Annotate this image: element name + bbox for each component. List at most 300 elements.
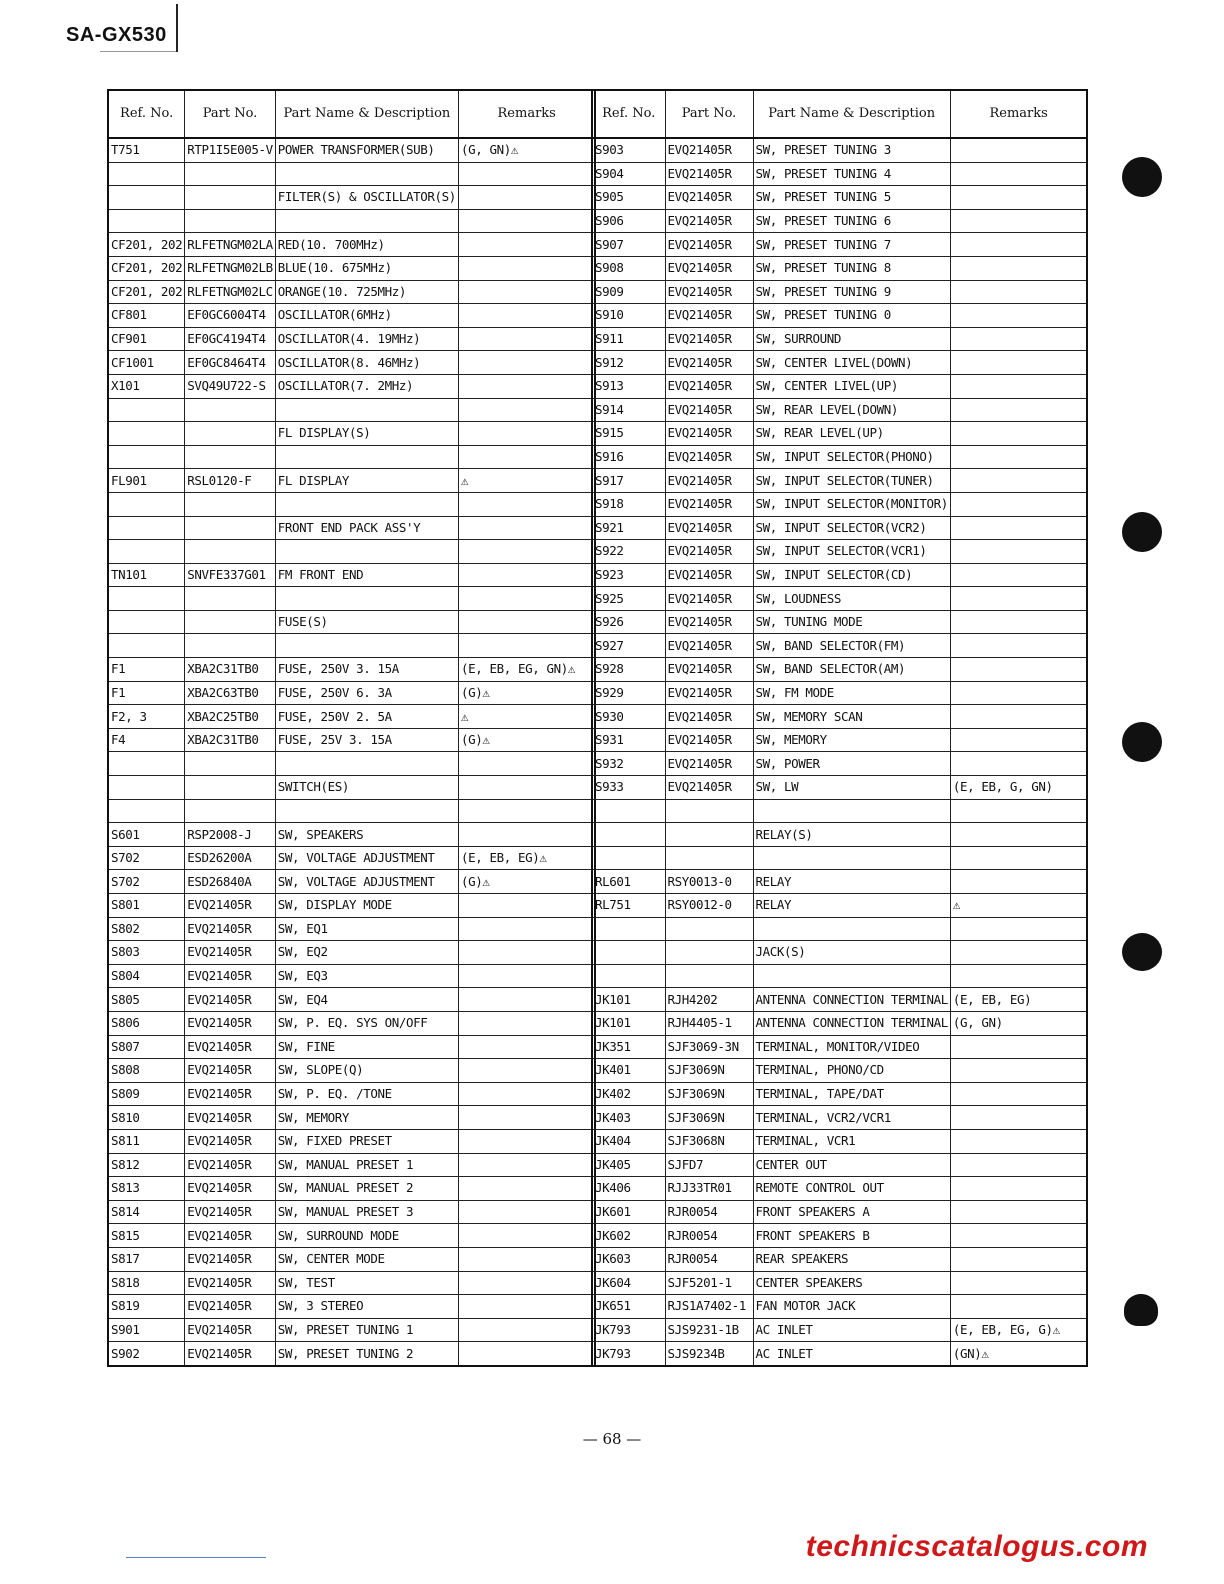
cell-part-name: FRONT SPEAKERS B (753, 1224, 950, 1248)
cell-part-name: SW, POWER (753, 752, 950, 776)
cell-part-no: SJF3069-3N (665, 1035, 753, 1059)
cell-ref-no: S810 (108, 1106, 185, 1130)
col-part-no: Part No. (665, 90, 753, 138)
table-row (108, 1011, 595, 1035)
cell-ref-no: S927 (592, 634, 665, 658)
cell-ref-no: S817 (108, 1247, 185, 1271)
cell-remarks (458, 941, 595, 965)
col-remarks: Remarks (950, 90, 1087, 138)
cell-part-no: EVQ21405R (665, 563, 753, 587)
table-row (592, 705, 1087, 729)
cell-part-name (275, 540, 458, 564)
table-row (592, 351, 1087, 375)
cell-part-no: EVQ21405R (665, 256, 753, 280)
cell-part-name: SW, FM MODE (753, 681, 950, 705)
cell-remarks (950, 233, 1087, 257)
cell-ref-no: S808 (108, 1059, 185, 1083)
cell-remarks (458, 1059, 595, 1083)
table-row (108, 186, 595, 210)
table-row (108, 1059, 595, 1083)
cell-ref-no: S819 (108, 1295, 185, 1319)
cell-part-name: FM FRONT END (275, 563, 458, 587)
table-row (108, 941, 595, 965)
cell-part-no: EVQ21405R (185, 894, 276, 918)
cell-part-name: OSCILLATOR(4. 19MHz) (275, 327, 458, 351)
table-row (592, 398, 1087, 422)
cell-part-no: EVQ21405R (665, 776, 753, 800)
table-row (108, 1129, 595, 1153)
table-row (592, 1342, 1087, 1366)
cell-part-no: EVQ21405R (665, 138, 753, 162)
cell-part-name: SW, PRESET TUNING 5 (753, 186, 950, 210)
cell-ref-no (108, 445, 185, 469)
cell-remarks (458, 540, 595, 564)
cell-remarks (950, 327, 1087, 351)
cell-remarks (458, 563, 595, 587)
cell-part-no: EVQ21405R (185, 1059, 276, 1083)
table-row (592, 1129, 1087, 1153)
cell-ref-no (108, 422, 185, 446)
table-row (592, 634, 1087, 658)
cell-remarks (950, 162, 1087, 186)
cell-remarks (458, 1247, 595, 1271)
cell-part-name (753, 964, 950, 988)
cell-part-no: EVQ21405R (185, 1082, 276, 1106)
cell-part-name (275, 445, 458, 469)
cell-ref-no: JK404 (592, 1129, 665, 1153)
cell-part-name: REAR SPEAKERS (753, 1247, 950, 1271)
cell-remarks: (GN)⚠ (950, 1342, 1087, 1366)
cell-part-name: SW, TUNING MODE (753, 610, 950, 634)
cell-part-no: RJH4405-1 (665, 1011, 753, 1035)
cell-part-no: EVQ21405R (185, 1129, 276, 1153)
table-row (108, 634, 595, 658)
cell-remarks: (E, EB, EG)⚠ (458, 846, 595, 870)
cell-part-no: RSL0120-F (185, 469, 276, 493)
table-row (592, 1247, 1087, 1271)
col-remarks: Remarks (458, 90, 595, 138)
table-row (592, 1153, 1087, 1177)
cell-remarks (950, 422, 1087, 446)
cell-remarks (458, 1106, 595, 1130)
cell-remarks (458, 304, 595, 328)
cell-part-name: SW, BAND SELECTOR(FM) (753, 634, 950, 658)
table-row (108, 894, 595, 918)
cell-remarks (950, 1153, 1087, 1177)
cell-part-name: SW, PRESET TUNING 6 (753, 209, 950, 233)
cell-remarks (458, 610, 595, 634)
cell-ref-no: S931 (592, 728, 665, 752)
cell-part-no (185, 162, 276, 186)
cell-ref-no (108, 634, 185, 658)
cell-ref-no: CF1001 (108, 351, 185, 375)
cell-part-no (185, 398, 276, 422)
cell-remarks (950, 1271, 1087, 1295)
cell-part-name: SW, FIXED PRESET (275, 1129, 458, 1153)
cell-part-no: EVQ21405R (665, 492, 753, 516)
cell-part-no: SJF3068N (665, 1129, 753, 1153)
table-row (592, 1082, 1087, 1106)
cell-part-no: EVQ21405R (665, 516, 753, 540)
cell-ref-no: S906 (592, 209, 665, 233)
cell-part-name: ORANGE(10. 725MHz) (275, 280, 458, 304)
cell-ref-no: S818 (108, 1271, 185, 1295)
cell-part-no (185, 776, 276, 800)
cell-ref-no: S903 (592, 138, 665, 162)
cell-part-no (185, 540, 276, 564)
cell-ref-no: S930 (592, 705, 665, 729)
table-row (592, 1035, 1087, 1059)
table-row (592, 445, 1087, 469)
table-row (592, 752, 1087, 776)
cell-ref-no: S921 (592, 516, 665, 540)
cell-part-name (753, 799, 950, 823)
cell-part-name: SW, LW (753, 776, 950, 800)
table-row (592, 1200, 1087, 1224)
cell-part-name (275, 587, 458, 611)
cell-part-no: EVQ21405R (665, 374, 753, 398)
cell-ref-no: S911 (592, 327, 665, 351)
cell-part-name (275, 799, 458, 823)
table-row (108, 705, 595, 729)
cell-ref-no: F1 (108, 681, 185, 705)
cell-remarks: (G)⚠ (458, 728, 595, 752)
cell-part-no: SJF3069N (665, 1082, 753, 1106)
cell-remarks (458, 1318, 595, 1342)
cell-remarks (950, 681, 1087, 705)
cell-ref-no (108, 799, 185, 823)
cell-ref-no: JK406 (592, 1177, 665, 1201)
binder-hole (1122, 722, 1162, 762)
cell-part-no: SJF3069N (665, 1106, 753, 1130)
cell-ref-no: JK101 (592, 988, 665, 1012)
cell-part-name: SW, INPUT SELECTOR(VCR2) (753, 516, 950, 540)
cell-part-name: POWER TRANSFORMER(SUB) (275, 138, 458, 162)
cell-part-no (185, 587, 276, 611)
cell-part-no: EVQ21405R (185, 1106, 276, 1130)
table-row (108, 1247, 595, 1271)
table-row (108, 752, 595, 776)
cell-ref-no: S814 (108, 1200, 185, 1224)
page-number: — 68 — (582, 1430, 642, 1448)
cell-part-name: SW, PRESET TUNING 4 (753, 162, 950, 186)
cell-part-name: SW, SPEAKERS (275, 823, 458, 847)
cell-ref-no: S913 (592, 374, 665, 398)
table-row (108, 469, 595, 493)
cell-remarks (950, 1247, 1087, 1271)
cell-part-name: RELAY(S) (753, 823, 950, 847)
cell-part-name: SW, EQ1 (275, 917, 458, 941)
cell-remarks (458, 327, 595, 351)
table-row (592, 1011, 1087, 1035)
table-row (592, 658, 1087, 682)
cell-remarks (950, 705, 1087, 729)
cell-part-name: SW, MANUAL PRESET 2 (275, 1177, 458, 1201)
cell-part-name: SW, INPUT SELECTOR(VCR1) (753, 540, 950, 564)
table-row (108, 162, 595, 186)
cell-remarks (458, 1224, 595, 1248)
cell-ref-no (108, 776, 185, 800)
cell-part-no: RSP2008-J (185, 823, 276, 847)
cell-ref-no (592, 964, 665, 988)
cell-ref-no: JK402 (592, 1082, 665, 1106)
cell-part-no: SJF5201-1 (665, 1271, 753, 1295)
cell-part-name: RED(10. 700MHz) (275, 233, 458, 257)
cell-ref-no: JK101 (592, 1011, 665, 1035)
cell-ref-no: JK405 (592, 1153, 665, 1177)
cell-ref-no: S901 (108, 1318, 185, 1342)
cell-part-no (185, 634, 276, 658)
cell-part-name: SW, REAR LEVEL(UP) (753, 422, 950, 446)
cell-part-no: RLFETNGM02LA (185, 233, 276, 257)
cell-part-no (185, 799, 276, 823)
binder-hole (1122, 512, 1162, 552)
cell-part-name: FILTER(S) & OSCILLATOR(S) (275, 186, 458, 210)
cell-remarks (950, 964, 1087, 988)
cell-remarks (458, 587, 595, 611)
cell-remarks (458, 1011, 595, 1035)
cell-remarks (950, 445, 1087, 469)
cell-ref-no: S809 (108, 1082, 185, 1106)
cell-part-name: AC INLET (753, 1342, 950, 1366)
cell-ref-no: CF201, 202 (108, 233, 185, 257)
cell-remarks (458, 964, 595, 988)
table-row (592, 492, 1087, 516)
cell-remarks (458, 162, 595, 186)
table-row (108, 1224, 595, 1248)
cell-ref-no (592, 941, 665, 965)
cell-part-name: SW, PRESET TUNING 0 (753, 304, 950, 328)
cell-ref-no: RL751 (592, 894, 665, 918)
cell-ref-no (108, 186, 185, 210)
cell-part-no (665, 964, 753, 988)
cell-part-name: SW, VOLTAGE ADJUSTMENT (275, 846, 458, 870)
cell-part-name (275, 398, 458, 422)
table-row (592, 941, 1087, 965)
cell-remarks (458, 823, 595, 847)
cell-part-name: FUSE(S) (275, 610, 458, 634)
table-row (108, 776, 595, 800)
cell-ref-no: JK401 (592, 1059, 665, 1083)
table-row (592, 823, 1087, 847)
table-row (592, 469, 1087, 493)
cell-ref-no (108, 540, 185, 564)
cell-ref-no: S805 (108, 988, 185, 1012)
cell-ref-no (592, 799, 665, 823)
col-ref-no: Ref. No. (592, 90, 665, 138)
cell-remarks (458, 776, 595, 800)
cell-ref-no: S917 (592, 469, 665, 493)
cell-remarks (950, 846, 1087, 870)
table-row (108, 280, 595, 304)
cell-remarks (458, 1200, 595, 1224)
cell-part-no: EVQ21405R (665, 728, 753, 752)
cell-ref-no: CF901 (108, 327, 185, 351)
cell-part-no: RJH4202 (665, 988, 753, 1012)
cell-part-no: EVQ21405R (665, 752, 753, 776)
cell-part-no: EVQ21405R (185, 988, 276, 1012)
cell-ref-no (108, 516, 185, 540)
cell-part-name: SW, EQ4 (275, 988, 458, 1012)
cell-remarks (458, 374, 595, 398)
cell-ref-no: S601 (108, 823, 185, 847)
table-row (108, 492, 595, 516)
cell-part-name: SW, MEMORY (275, 1106, 458, 1130)
table-row (108, 799, 595, 823)
table-row (592, 776, 1087, 800)
cell-part-name (275, 162, 458, 186)
cell-part-no: EF0GC6004T4 (185, 304, 276, 328)
table-row (108, 304, 595, 328)
cell-part-no: EVQ21405R (185, 941, 276, 965)
cell-part-name (275, 209, 458, 233)
cell-part-name: SW, SURROUND (753, 327, 950, 351)
cell-part-name (753, 917, 950, 941)
cell-part-no: EVQ21405R (665, 233, 753, 257)
cell-part-name: SW, MEMORY SCAN (753, 705, 950, 729)
cell-ref-no: S804 (108, 964, 185, 988)
table-row (592, 186, 1087, 210)
table-row (592, 799, 1087, 823)
table-row (108, 1342, 595, 1366)
cell-part-name: SWITCH(ES) (275, 776, 458, 800)
cell-ref-no: S910 (592, 304, 665, 328)
cell-part-no (185, 209, 276, 233)
cell-part-name: SW, 3 STEREO (275, 1295, 458, 1319)
cell-part-no: RLFETNGM02LB (185, 256, 276, 280)
table-row (108, 374, 595, 398)
cell-part-name (753, 846, 950, 870)
cell-ref-no: S912 (592, 351, 665, 375)
cell-remarks (950, 469, 1087, 493)
cell-part-no: RSY0013-0 (665, 870, 753, 894)
cell-part-no: EVQ21405R (665, 540, 753, 564)
cell-remarks: (G)⚠ (458, 870, 595, 894)
cell-part-no: XBA2C31TB0 (185, 658, 276, 682)
cell-remarks (458, 209, 595, 233)
cell-remarks (458, 445, 595, 469)
cell-part-no: XBA2C31TB0 (185, 728, 276, 752)
cell-remarks (950, 917, 1087, 941)
cell-remarks (950, 1106, 1087, 1130)
table-row (108, 1318, 595, 1342)
cell-part-no: EVQ21405R (185, 1295, 276, 1319)
cell-ref-no (108, 610, 185, 634)
cell-ref-no: S905 (592, 186, 665, 210)
col-part-name: Part Name & Description (275, 90, 458, 138)
cell-part-name: SW, TEST (275, 1271, 458, 1295)
cell-part-no: EVQ21405R (185, 1247, 276, 1271)
table-row (592, 846, 1087, 870)
cell-ref-no: S815 (108, 1224, 185, 1248)
cell-remarks (950, 1295, 1087, 1319)
cell-part-name: SW, CENTER MODE (275, 1247, 458, 1271)
cell-remarks (458, 917, 595, 941)
cell-ref-no (592, 846, 665, 870)
cell-remarks: (E, EB, G, GN) (950, 776, 1087, 800)
cell-remarks (458, 1271, 595, 1295)
cell-part-name: FUSE, 250V 6. 3A (275, 681, 458, 705)
cell-ref-no: F2, 3 (108, 705, 185, 729)
cell-part-no: EVQ21405R (185, 917, 276, 941)
cell-part-no: EVQ21405R (665, 162, 753, 186)
table-row (592, 1106, 1087, 1130)
cell-remarks (950, 492, 1087, 516)
cell-ref-no: RL601 (592, 870, 665, 894)
cell-part-no: EVQ21405R (185, 1318, 276, 1342)
cell-part-no: EF0GC8464T4 (185, 351, 276, 375)
cell-part-name: SW, INPUT SELECTOR(CD) (753, 563, 950, 587)
table-row (592, 1224, 1087, 1248)
cell-part-no (665, 917, 753, 941)
cell-part-name: REMOTE CONTROL OUT (753, 1177, 950, 1201)
cell-remarks (950, 941, 1087, 965)
cell-ref-no: JK604 (592, 1271, 665, 1295)
cell-part-name: SW, EQ2 (275, 941, 458, 965)
cell-part-no: RSY0012-0 (665, 894, 753, 918)
cell-part-no: RJS1A7402-1 (665, 1295, 753, 1319)
cell-ref-no: S914 (592, 398, 665, 422)
cell-part-no: EVQ21405R (185, 1200, 276, 1224)
table-row (108, 1035, 595, 1059)
table-row (592, 1318, 1087, 1342)
cell-ref-no: S923 (592, 563, 665, 587)
cell-remarks (950, 870, 1087, 894)
table-header-row (592, 90, 1087, 138)
cell-ref-no (108, 752, 185, 776)
cell-part-name: SW, VOLTAGE ADJUSTMENT (275, 870, 458, 894)
cell-remarks (950, 351, 1087, 375)
cell-remarks: (G)⚠ (458, 681, 595, 705)
cell-part-name: SW, REAR LEVEL(DOWN) (753, 398, 950, 422)
cell-part-no (185, 186, 276, 210)
cell-remarks (458, 516, 595, 540)
cell-part-no: EVQ21405R (665, 327, 753, 351)
cell-remarks (950, 1200, 1087, 1224)
cell-remarks (458, 634, 595, 658)
cell-part-name: CENTER SPEAKERS (753, 1271, 950, 1295)
cell-remarks (458, 894, 595, 918)
cell-ref-no: S807 (108, 1035, 185, 1059)
cell-remarks (950, 1082, 1087, 1106)
cell-part-no: EVQ21405R (665, 398, 753, 422)
cell-part-no: RLFETNGM02LC (185, 280, 276, 304)
table-row (108, 327, 595, 351)
table-row (592, 563, 1087, 587)
table-row (592, 587, 1087, 611)
table-row (108, 1153, 595, 1177)
table-row (108, 587, 595, 611)
cell-part-name: SW, PRESET TUNING 9 (753, 280, 950, 304)
cell-part-name: TERMINAL, PHONO/CD (753, 1059, 950, 1083)
cell-part-name: SW, INPUT SELECTOR(TUNER) (753, 469, 950, 493)
cell-part-name: JACK(S) (753, 941, 950, 965)
cell-ref-no (108, 587, 185, 611)
cell-remarks: ⚠ (458, 469, 595, 493)
cell-remarks (458, 1082, 595, 1106)
table-row (592, 728, 1087, 752)
cell-part-name: FRONT SPEAKERS A (753, 1200, 950, 1224)
table-row (108, 1106, 595, 1130)
cell-part-name: TERMINAL, MONITOR/VIDEO (753, 1035, 950, 1059)
cell-part-no (185, 752, 276, 776)
cell-remarks (458, 1342, 595, 1366)
table-row (592, 917, 1087, 941)
cell-part-no: RJR0054 (665, 1200, 753, 1224)
table-row (108, 1200, 595, 1224)
cell-part-no: EVQ21405R (665, 705, 753, 729)
cell-ref-no: S918 (592, 492, 665, 516)
